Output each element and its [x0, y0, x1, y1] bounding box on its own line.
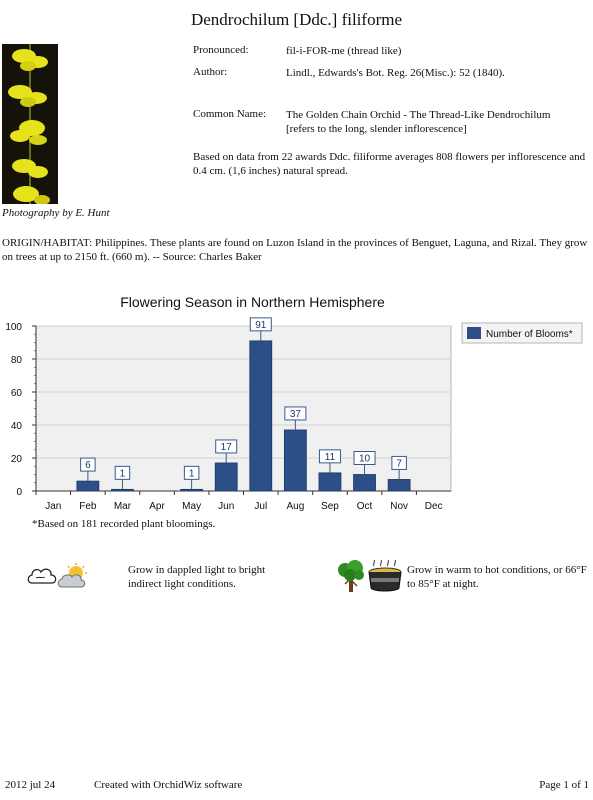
y-tick-label: 100	[5, 322, 22, 333]
common-name-value	[286, 108, 586, 136]
x-tick-label: Feb	[79, 501, 97, 512]
x-tick-label: Jul	[254, 501, 268, 512]
cloud-sun-icon	[26, 563, 92, 594]
y-tick-label: 20	[10, 454, 22, 465]
y-tick-label: 0	[16, 487, 22, 498]
x-tick-label: Jan	[45, 501, 62, 512]
bar	[215, 463, 237, 491]
legend-swatch	[467, 327, 481, 339]
y-tick-label: 60	[10, 388, 22, 399]
bar	[250, 341, 272, 491]
bloom-summary: Based on data from 22 awards Ddc. filiforme averages 808 flowers per inflorescence and 0.4 cm. (1,6 inches) natural spread.	[193, 151, 586, 177]
x-tick-label: May	[182, 501, 202, 512]
footer-page-number: Page 1 of 1	[539, 779, 589, 791]
chart-title: Flowering Season in Northern Hemisphere	[120, 294, 385, 310]
x-tick-label: Dec	[424, 501, 443, 512]
orchid-photo	[2, 44, 58, 204]
data-label: 6	[85, 460, 91, 472]
x-tick-label: Sep	[321, 501, 339, 512]
common-name-label: Common Name:	[193, 108, 267, 120]
pronounced-label: Pronounced:	[193, 44, 249, 56]
bar	[111, 489, 133, 491]
bar	[77, 481, 99, 491]
chart-footnote: *Based on 181 recorded plant bloomings.	[32, 518, 216, 530]
tree-and-cooking-pot-icon	[337, 560, 403, 599]
common-name-note: [refers to the long, slender inflorescence]	[286, 123, 467, 135]
bar	[284, 430, 306, 491]
x-tick-label: Aug	[286, 501, 305, 512]
y-tick-label: 80	[10, 355, 22, 366]
footer-created-with: Created with OrchidWiz software	[94, 779, 243, 791]
data-label: 7	[396, 458, 402, 470]
footer-date: 2012 jul 24	[5, 779, 56, 791]
temperature-condition-text: Grow in warm to hot conditions, or 66°F to 85°F at night.	[407, 564, 587, 590]
data-label: 1	[188, 468, 195, 480]
pronounced-value: fil-i-FOR-me (thread like)	[286, 45, 402, 57]
flowering-season-chart	[0, 290, 593, 515]
bar	[354, 475, 376, 492]
data-label: 11	[324, 451, 336, 463]
page-title: Dendrochilum [Ddc.] filiforme	[190, 10, 402, 29]
plot-area	[36, 326, 451, 491]
legend-label: Number of Blooms*	[486, 329, 573, 340]
x-tick-label: Nov	[390, 501, 409, 512]
author-value: Lindl., Edwards's Bot. Reg. 26(Misc.): 52 (1840).	[286, 67, 505, 79]
x-tick-label: Mar	[113, 501, 132, 512]
x-tick-label: Jun	[218, 501, 235, 512]
common-name-text: The Golden Chain Orchid - The Thread-Like Dendrochilum	[286, 109, 551, 121]
y-tick-label: 40	[10, 421, 22, 432]
data-label: 17	[220, 441, 232, 453]
photo-credit: Photography by E. Hunt	[2, 207, 110, 219]
bar	[319, 473, 341, 491]
x-tick-label: Oct	[356, 501, 373, 512]
data-label: 91	[255, 319, 267, 331]
data-label: 1	[119, 468, 126, 480]
data-label: 10	[358, 453, 371, 465]
origin-habitat: ORIGIN/HABITAT: Philippines. These plants are found on Luzon Island in the provinces of Benguet, Laguna, and Rizal. They grow on trees at up to 2150 ft. (660 m). -- Source: Charles Baker	[2, 237, 588, 263]
light-condition-text: Grow in dappled light to bright indirect light conditions.	[128, 564, 266, 590]
bar	[388, 479, 410, 491]
data-label: 37	[289, 408, 301, 420]
author-label: Author:	[193, 66, 228, 78]
bar	[181, 489, 203, 491]
x-tick-label: Apr	[149, 501, 165, 512]
